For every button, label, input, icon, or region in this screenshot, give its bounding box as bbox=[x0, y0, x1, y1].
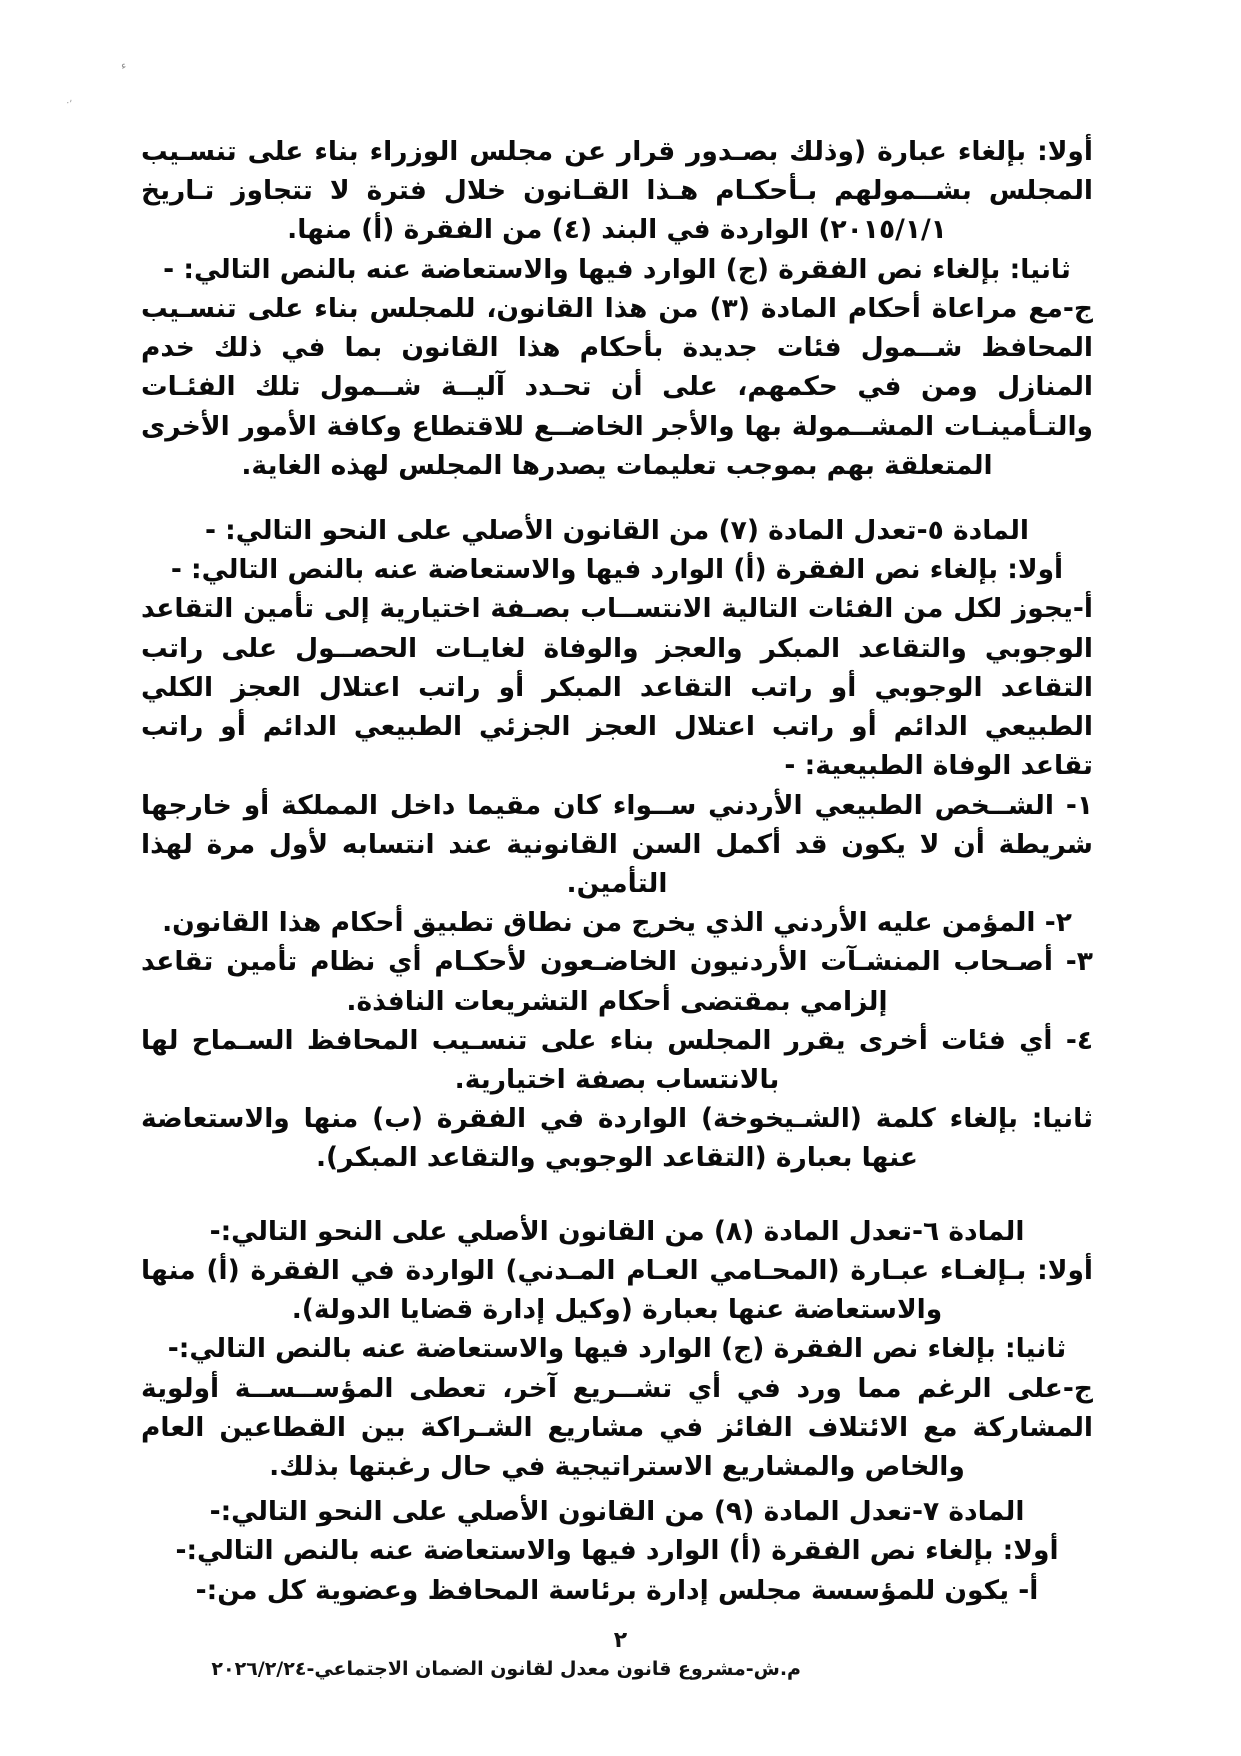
clause-number: ٣- bbox=[1065, 946, 1093, 978]
page-footer bbox=[0, 1606, 1241, 1756]
article-6-heading: المادة ٦-تعدل المادة (٨) من القانون الأصلي على النحو التالي:- bbox=[209, 1215, 1025, 1247]
clause-text: أصـحاب المنشـآت الأردنيون الخاضـعون لأحكـام أي نظام تأمين تقاعد إلزامي بمقتضى أحكام التشريعات النافذة. bbox=[141, 946, 1053, 1017]
article-7-paragraph-a: أ- يكون للمؤسسة مجلس إدارة برئاسة المحافظ وعضوية كل من:- bbox=[195, 1574, 1039, 1606]
scan-artifact-mark-top: ء bbox=[120, 58, 128, 73]
clause-number: ٢- bbox=[1044, 907, 1072, 939]
page-number: ٢ bbox=[613, 1628, 628, 1653]
article-5-awalan-lead: أولا: بإلغاء نص الفقرة (أ) الوارد فيها والاستعاضة عنه بالنص التالي: - bbox=[170, 554, 1064, 586]
article-6-paragraph-c: ج-على الرغم مما ورد في أي تشــريع آخر، تعطى المؤســســة أولوية المشاركة مع الائتلاف الفائز في مشاريع الشـراكة بين القطاعين العام والخاص والمشاريع الاستراتيجية في حال رغبتها بذلك. bbox=[141, 1372, 1093, 1482]
scan-artifact-mark-left: '· bbox=[65, 98, 73, 110]
document-body bbox=[141, 132, 1093, 1610]
spacer bbox=[141, 1178, 1093, 1212]
article-5-clause-2 bbox=[141, 903, 1093, 942]
article-5-clause-1 bbox=[141, 786, 1093, 904]
article-7-heading: المادة ٧-تعدل المادة (٩) من القانون الأصلي على النحو التالي:- bbox=[209, 1496, 1025, 1528]
clause-text: الشــخص الطبيعي الأردني ســواء كان مقيما داخل المملكة أو خارجها شريطة أن لا يكون قد أكمل السن القانونية عند انتسابه لأول مرة لهذا التأمين. bbox=[141, 789, 1093, 899]
article-7-awalan-lead: أولا: بإلغاء نص الفقرة (أ) الوارد فيها والاستعاضة عنه بالنص التالي:- bbox=[175, 1535, 1059, 1567]
clause-thaniyan-carryover-lead: ثانيا: بإلغاء نص الفقرة (ج) الوارد فيها والاستعاضة عنه بالنص التالي: - bbox=[163, 253, 1071, 285]
clause-number: ٤- bbox=[1065, 1024, 1093, 1056]
clause-number: ١- bbox=[1065, 789, 1093, 821]
clause-awalan-carryover: أولا: بإلغاء عبارة (وذلك بصـدور قرار عن مجلس الوزراء بناء على تنسـيب المجلس بشــمولهم بـأحكـام هـذا القـانون خلال فترة لا تتجاوز تـاريخ ٢٠١٥/١/١) الواردة في البند (٤) من الفقرة (أ) منها. bbox=[141, 136, 1093, 246]
article-5-clause-3 bbox=[141, 942, 1093, 1020]
spacer bbox=[141, 485, 1093, 511]
clause-text: أي فئات أخرى يقرر المجلس بناء على تنسـيب المحافظ السـماح لها بالانتساب بصفة اختيارية. bbox=[141, 1024, 1053, 1096]
clause-text: المؤمن عليه الأردني الذي يخرج من نطاق تطبيق أحكام هذا القانون. bbox=[162, 907, 1036, 939]
footer-reference-note: م.ش-مشروع قانون معدل لقانون الضمان الاجتماعي-٢٠٢٦/٢/٢٤ bbox=[211, 1658, 801, 1680]
article-6-thaniyan-lead: ثانيا: بإلغاء نص الفقرة (ج) الوارد فيها والاستعاضة عنه بالنص التالي:- bbox=[167, 1333, 1067, 1365]
article-5-clause-4 bbox=[141, 1021, 1093, 1099]
article-5-heading: المادة ٥-تعدل المادة (٧) من القانون الأصلي على النحو التالي: - bbox=[204, 514, 1030, 546]
article-6-awalan: أولا: بـإلغـاء عبـارة (المحـامي العـام المـدني) الواردة في الفقرة (أ) منها والاستعاضة عنها بعبارة (وكيل إدارة قضايا الدولة). bbox=[141, 1254, 1093, 1326]
clause-thaniyan-carryover-body: ج-مع مراعاة أحكام المادة (٣) من هذا القانون، للمجلس بناء على تنسـيب المحافظ شــمول فئات جديدة بأحكام هذا القانون بما في ذلك خدم المنازل ومن في حكمهم، على أن تحـدد آليــة شــمول تلك الفئـات والتـأمينـات المشــمولة بها والأجر الخاضــع للاقتطاع وكافة الأمور الأخرى المتعلقة بهم بموجب تعليمات يصدرها المجلس لهذه الغاية. bbox=[141, 292, 1093, 481]
article-5-paragraph-a: أ-يجوز لكل من الفئات التالية الانتســاب بصـفة اختيارية إلى تأمين التقاعد الوجوبي والتقاعد المبكر والعجز والوفاة لغايـات الحصــول على راتب التقاعد الوجوبي أو راتب التقاعد المبكر أو راتب اعتلال العجز الكلي الطبيعي الدائم أو راتب اعتلال العجز الجزئي الطبيعي الدائم أو راتب تقاعد الوفاة الطبيعية: - bbox=[141, 593, 1093, 782]
article-5-thaniyan: ثانيا: بإلغاء كلمة (الشـيخوخة) الواردة في الفقرة (ب) منها والاستعاضة عنها بعبارة (التقاعد الوجوبي والتقاعد المبكر). bbox=[141, 1103, 1093, 1174]
